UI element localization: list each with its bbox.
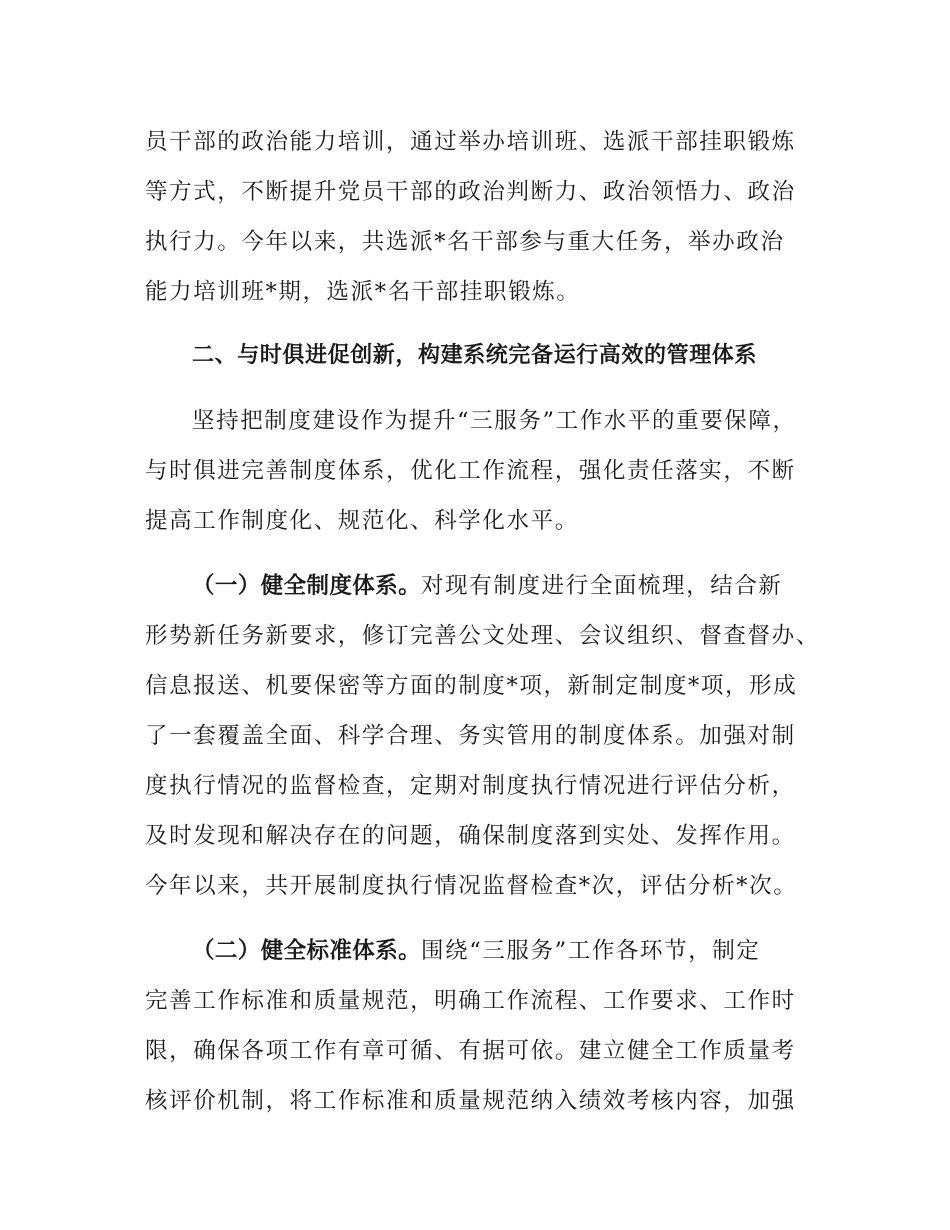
item1-line-6: 及时发现和解决存在的问题，确保制度落到实处、发挥作用。: [145, 823, 796, 849]
para1-line-3: 执行力。今年以来，共选派*名干部参与重大任务，举办政治: [145, 229, 785, 255]
section-heading: 二、与时俱进促创新，构建系统完备运行高效的管理体系: [192, 343, 758, 368]
item2-line-4: 核评价机制，将工作标准和质量规范纳入绩效考核内容，加强: [145, 1088, 796, 1114]
item1-first-line-text: 对现有制度进行全面梳理，结合新: [421, 573, 783, 599]
item2-title: （二）健全标准体系。: [192, 938, 422, 964]
item1-line-3: 信息报送、机要保密等方面的制度*项，新制定制度*项，形成: [145, 673, 798, 699]
item2-first-line: [192, 935, 872, 967]
item1-line-2: 形势新任务新要求，修订完善公文处理、会议组织、督查督办、: [145, 623, 820, 649]
para1-line-2: 等方式，不断提升党员干部的政治判断力、政治领悟力、政治: [145, 179, 796, 205]
item1-line-7: 今年以来，共开展制度执行情况监督检查*次，评估分析*次。: [145, 873, 798, 899]
item1-title: （一）健全制度体系。: [192, 573, 422, 599]
para1-line-4: 能力培训班*期，选派*名干部挂职锻炼。: [145, 279, 581, 305]
para2-line-3: 提高工作制度化、规范化、科学化水平。: [145, 508, 579, 534]
item1-line-4: 了一套覆盖全面、科学合理、务实管用的制度体系。加强对制: [145, 723, 796, 749]
para2-line-1: 坚持把制度建设作为提升“三服务”工作水平的重要保障，: [192, 408, 797, 434]
item1-line-5: 度执行情况的监督检查，定期对制度执行情况进行评估分析，: [145, 773, 796, 799]
item2-line-3: 限，确保各项工作有章可循、有据可依。建立健全工作质量考: [145, 1038, 796, 1064]
item1-first-line: [192, 570, 872, 602]
item2-first-line-text: 围绕“三服务”工作各环节，制定: [421, 938, 761, 964]
item2-line-2: 完善工作标准和质量规范，明确工作流程、工作要求、工作时: [145, 988, 796, 1014]
para2-line-2: 与时俱进完善制度体系，优化工作流程，强化责任落实，不断: [145, 458, 796, 484]
para1-line-1: 员干部的政治能力培训，通过举办培训班、选派干部挂职锻炼: [145, 129, 796, 155]
